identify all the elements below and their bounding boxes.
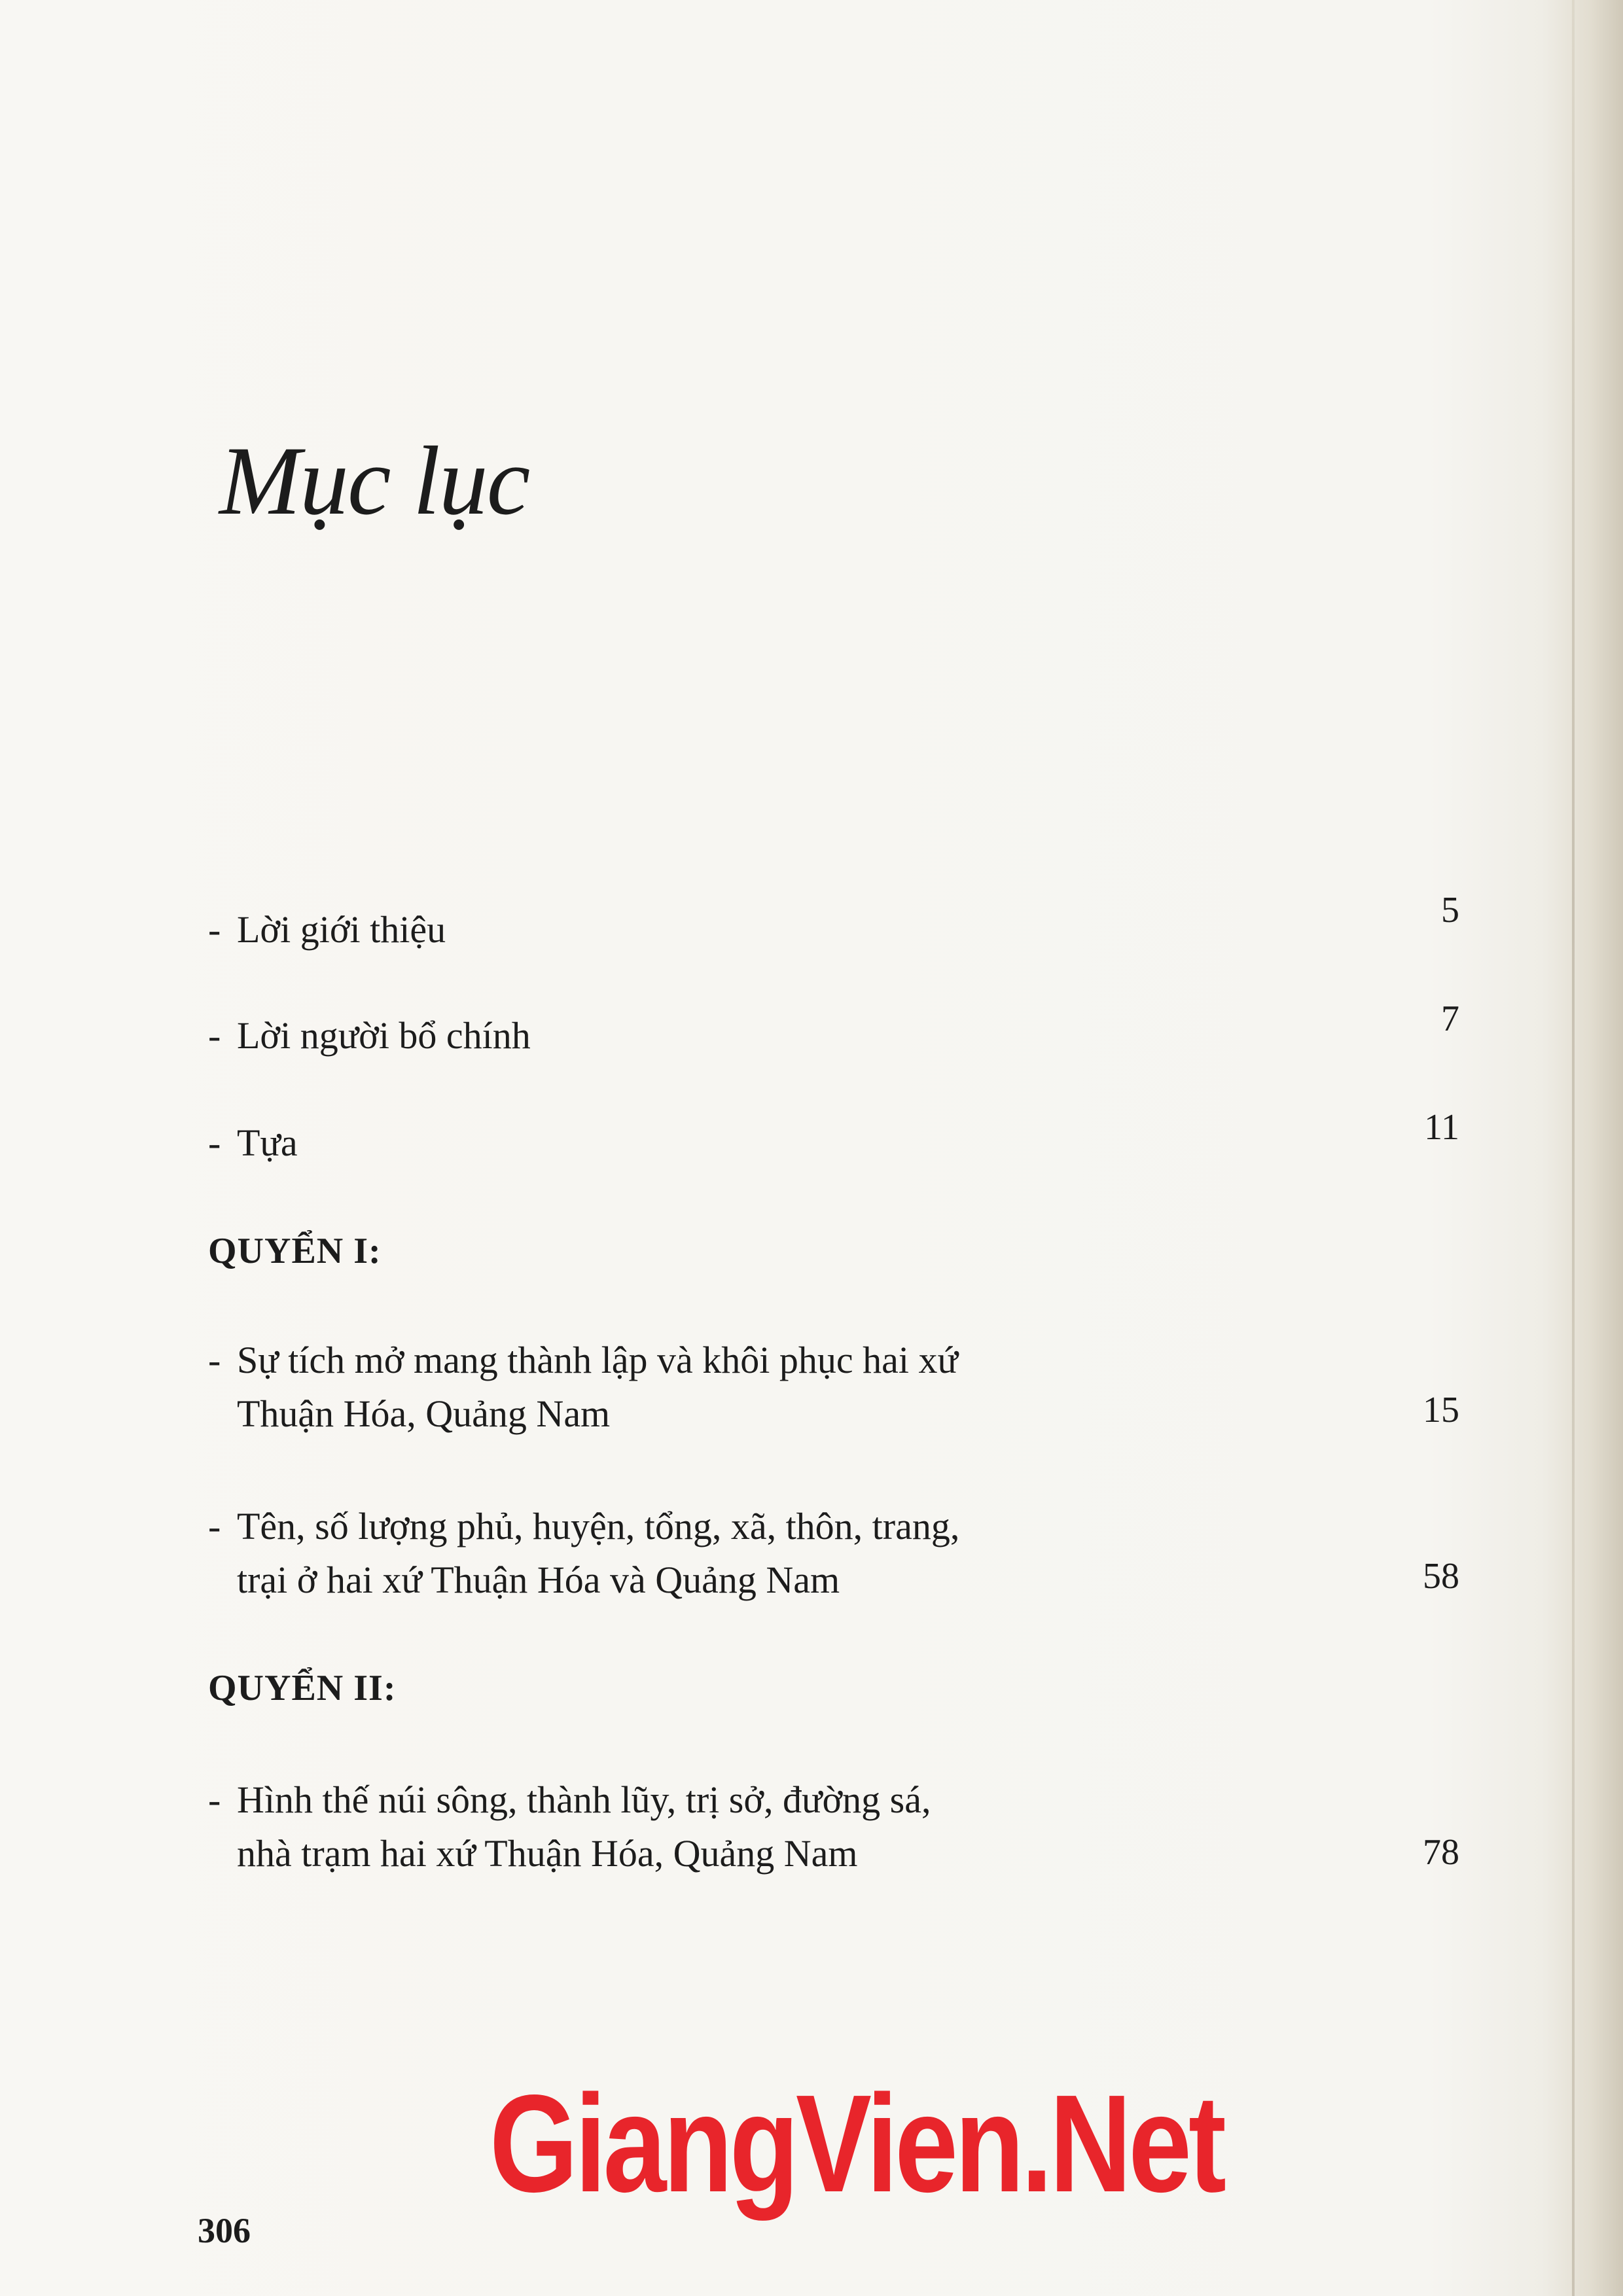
page-number: 306 — [198, 2211, 251, 2250]
toc-entry-label: Thuận Hóa, Quảng Nam — [237, 1392, 611, 1435]
toc-entry-label: Tựa — [237, 1122, 298, 1164]
toc-page-number: 15 — [1423, 1390, 1459, 1430]
toc-entry-label: Hình thế núi sông, thành lũy, trị sở, đường sá, — [237, 1778, 931, 1821]
toc-page-number: 5 — [1441, 890, 1459, 930]
toc-entry-label: Sự tích mở mang thành lập và khôi phục hai xứ — [237, 1339, 958, 1381]
toc-page-number: 58 — [1423, 1556, 1459, 1597]
toc-entry-label: nhà trạm hai xứ Thuận Hóa, Quảng Nam — [237, 1832, 858, 1875]
watermark-logo: GiangVien.Net — [490, 2066, 1224, 2221]
toc-dash: - — [208, 1778, 221, 1821]
toc-entry-label: Tên, số lượng phủ, huyện, tổng, xã, thôn, trang, — [237, 1505, 960, 1547]
toc-page-number: 78 — [1423, 1832, 1459, 1873]
toc-dash: - — [208, 1122, 221, 1164]
toc-dash: - — [208, 1339, 221, 1381]
toc-dash: - — [208, 1014, 221, 1057]
toc-entry-label: Lời giới thiệu — [237, 908, 446, 951]
section-heading-book-2: QUYỂN II: — [208, 1668, 397, 1708]
toc-entry-label: Lời người bổ chính — [237, 1014, 531, 1057]
toc-page-number: 11 — [1424, 1107, 1459, 1148]
toc-page-number: 7 — [1441, 998, 1459, 1039]
toc-dash: - — [208, 908, 221, 951]
section-heading-book-1: QUYỂN I: — [208, 1231, 382, 1271]
toc-entry-label: trại ở hai xứ Thuận Hóa và Quảng Nam — [237, 1559, 840, 1601]
page-edge — [1572, 0, 1575, 2296]
toc-dash: - — [208, 1505, 221, 1547]
page-title: Mục lục — [219, 427, 529, 535]
